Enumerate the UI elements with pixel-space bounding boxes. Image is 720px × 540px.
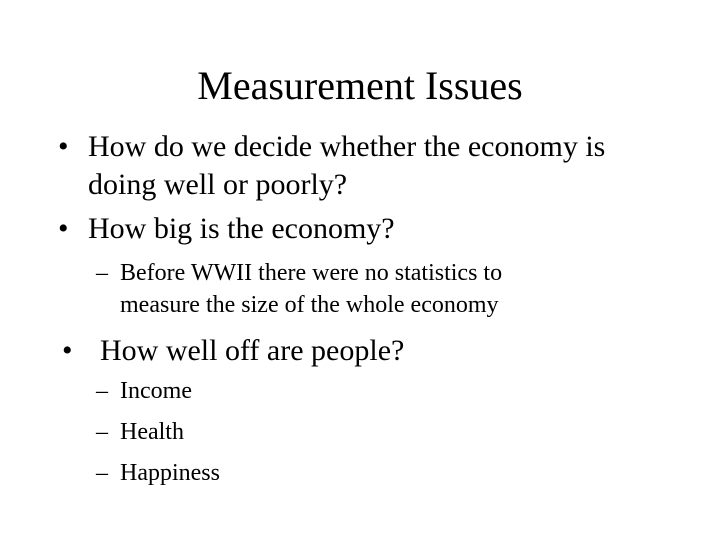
sub-bullet-item <box>96 257 696 323</box>
bullet-marker: • <box>58 130 69 163</box>
sub-bullet-marker: – <box>96 419 108 445</box>
sub-bullet-marker: – <box>96 260 108 286</box>
sub-bullet-item <box>96 375 496 409</box>
bullet-text-line: doing well or poorly? <box>88 168 348 201</box>
sub-bullet-marker: – <box>96 460 108 486</box>
slide-title: Measurement Issues <box>197 63 523 108</box>
bullet-text-line: How do we decide whether the economy is <box>88 130 606 163</box>
sub-bullet-text-line: Income <box>120 378 192 404</box>
sub-bullet-marker: – <box>96 378 108 404</box>
bullet-text-line: How big is the economy? <box>88 212 395 245</box>
sub-bullet-item <box>96 457 496 491</box>
bullet-text-line: How well off are people? <box>100 334 405 367</box>
sub-bullet-text-line: Happiness <box>120 460 220 486</box>
bullet-marker: • <box>62 334 73 367</box>
bullet-marker: • <box>58 212 69 245</box>
bullet-item <box>62 332 702 372</box>
sub-bullet-text-line: measure the size of the whole economy <box>120 292 499 318</box>
sub-bullet-item <box>96 416 496 450</box>
sub-bullet-text-line: Health <box>120 419 184 445</box>
sub-bullet-text-line: Before WWII there were no statistics to <box>120 260 503 286</box>
bullet-item <box>58 128 698 208</box>
bullet-item <box>58 210 698 250</box>
